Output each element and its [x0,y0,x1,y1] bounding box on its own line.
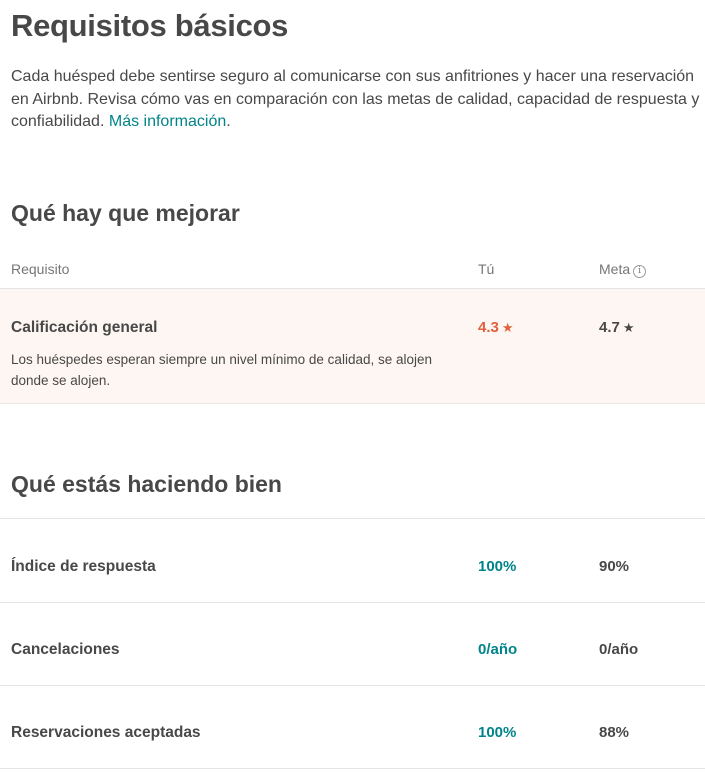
info-icon[interactable]: i [633,265,646,278]
column-header-goal [599,261,646,278]
overall-rating-label: Calificación general [11,319,158,336]
overall-rating-description: Los huéspedes esperan siempre un nivel mínimo de calidad, se alojen donde se alojen. [11,352,433,388]
response-rate-goal-value: 90% [599,558,630,575]
overall-rating-goal-number: 4.7 [599,319,620,336]
row-divider [0,768,705,769]
page-title: Requisitos básicos [11,8,289,43]
good-row-label-response-rate: Índice de respuesta [11,558,156,575]
column-header-goal-label: Meta [599,261,631,277]
overall-rating-you-value [478,319,514,336]
column-header-you: Tú [478,261,495,277]
intro-period: . [226,113,231,130]
star-icon: ★ [622,320,635,335]
star-icon: ★ [501,320,514,335]
good-row-label-cancellations: Cancelaciones [11,641,120,658]
cancellations-you-value: 0/año [478,641,518,658]
cancellations-goal-value: 0/año [599,641,639,658]
row-divider [0,685,705,686]
good-section-title: Qué estás haciendo bien [11,471,282,497]
more-info-link[interactable]: Más información [108,113,227,130]
intro-body: Cada huésped debe sentirse seguro al comunicarse con sus anfitriones y hacer una reservación en Airbnb. Revisa cómo vas en comparación con las metas de calidad, capacidad de respuesta y confiabilidad. [11,68,700,130]
row-divider [0,602,705,603]
improve-section-title: Qué hay que mejorar [11,200,240,226]
column-header-requirement: Requisito [11,261,70,277]
intro-text [11,66,701,134]
response-rate-you-value: 100% [478,558,517,575]
overall-rating-goal-value [599,319,635,336]
accepted-reservations-goal-value: 88% [599,724,630,741]
good-row-label-accepted-reservations: Reservaciones aceptadas [11,724,201,741]
overall-rating-you-number: 4.3 [478,319,499,336]
accepted-reservations-you-value: 100% [478,724,517,741]
good-top-divider [0,518,705,519]
